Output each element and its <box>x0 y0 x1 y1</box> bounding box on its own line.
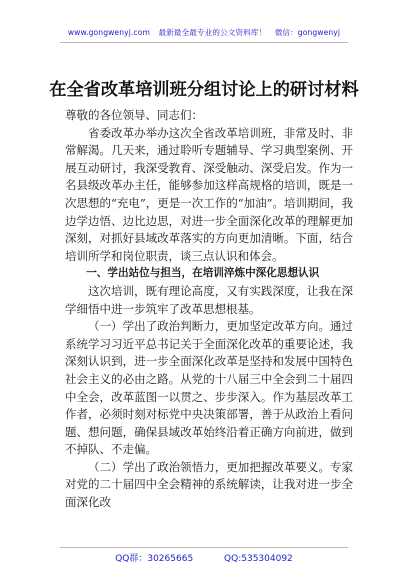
header-site-link[interactable]: www.gongwenyj.com <box>67 28 150 37</box>
page-footer <box>0 551 408 564</box>
salutation: 尊敬的各位领导、同志们： <box>65 108 203 122</box>
section-heading-1: 一、学出站位与担当，在培训淬炼中深化思想认识 <box>86 267 320 280</box>
page-header <box>0 27 408 38</box>
intro-paragraph: 省委改革办举办这次全省改革培训班，非常及时、非常解渴。几天来，通过聆听专题辅导、学习典型案例、开展互动研讨，我深受教育、深受触动、深受启发。作为一名县级改革办主任，能够参加这样高规格的培训，既是一次思想的“充电”，更是一次工作的“加油”。培训期间，我边学边悟、边比边思，对进一步全面深化改革的理解更加深刻，对抓好县域改革落实的方向更加清晰。下面，结合培训所学和岗位职责，谈三点认识和体会。 <box>65 125 354 263</box>
section-paragraph: （二）学出了政治领悟力，更加把握改革要义。专家对党的二十届四中全会精神的系统解读，让我对进一步全面深化改 <box>65 459 353 510</box>
footer-qq-group: QQ群：30265665 <box>115 554 194 564</box>
footer-qq: QQ:535304092 <box>224 554 293 564</box>
header-divider <box>60 42 348 43</box>
document-body <box>65 107 353 512</box>
section-paragraph: 这次培训，既有理论高度，又有实践深度，让我在深学细悟中进一步筑牢了改革思想根基。 <box>65 283 353 316</box>
footer-divider <box>60 547 348 548</box>
document-title: 在全省改革培训班分组讨论上的研讨材料 <box>49 80 359 100</box>
header-slogan: 最新最全最专业的公文资料库！ <box>158 28 267 37</box>
section-paragraph: （一）学出了政治判断力，更加坚定改革方向。通过系统学习习近平总书记关于全面深化改革的重要论述，我深刻认识到，进一步全面深化改革是坚持和发展中国特色社会主义的必由之路。从党的十八届三中全会到二十届四中全会，改革蓝图一以贯之、步步深入。作为基层改革工作者，必须时刻对标党中央决策部署，善于从政治上看问题、想问题，确保县域改革始终沿着正确方向前进，做到不掉队、不走偏。 <box>65 319 353 457</box>
header-wechat: 微信：gongwenyj <box>274 28 341 37</box>
